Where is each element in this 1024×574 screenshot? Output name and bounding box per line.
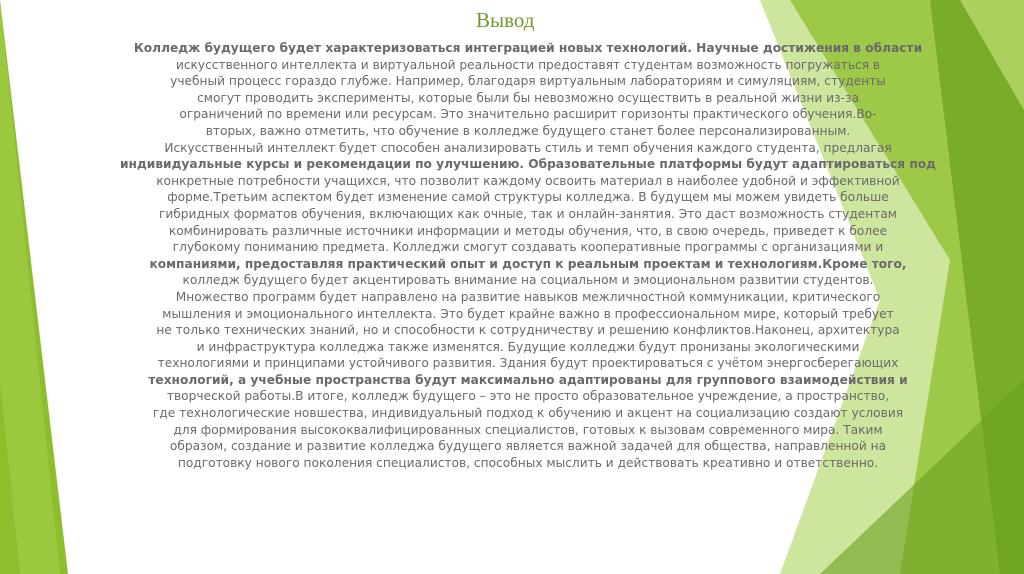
text-line: смогут проводить эксперименты, которые были бы невозможно осуществить в реальной жизни из-за (197, 90, 859, 105)
text-line: где технологические новшества, индивидуальный подход к обучению и акцент на социализацию создают условия (152, 406, 904, 421)
text-line: Искусственный интеллект будет способен анализировать стиль и темп обучения каждого студента, предлагая (164, 140, 892, 155)
text-line: искусственного интеллекта и виртуальной реальности предоставят студентам возможность погружаться в (175, 57, 881, 72)
body-text (56, 40, 1000, 471)
text-line: и инфраструктура колледжа также изменятся. Будущие колледжи будут пронизаны экологическими (196, 339, 860, 354)
text-line: индивидуальные курсы и рекомендации по улучшению. Образовательные платформы будут адаптироваться под (120, 157, 936, 172)
text-line: творческой работы.В итоге, колледж будущего – это не просто образовательное учреждение, а пространство, (166, 389, 890, 404)
text-line: технологий, а учебные пространства будут максимально адаптированы для группового взаимодействия и (148, 372, 908, 387)
text-line: комбинировать различные источники информации и методы обучения, что, в свою очередь, приведет к более (168, 223, 888, 238)
text-line: ограничений по времени или ресурсам. Это значительно расширит горизонты практического обучения.Во- (179, 107, 877, 122)
text-line: Множество программ будет направлено на развитие навыков межличностной коммуникации, критического (175, 289, 881, 304)
text-line: компаниями, предоставляя практический опыт и доступ к реальным проектам и технологиям.Кроме того, (149, 256, 907, 271)
text-line: образом, создание и развитие колледжа будущего является важной задачей для общества, направленной на (169, 439, 887, 454)
text-line: для формирования высококвалифицированных специалистов, готовых к вызовам современного мира. Таким (173, 422, 883, 437)
text-line: колледж будущего будет акцентировать внимание на социальном и эмоциональном развитии студентов. (182, 273, 874, 288)
text-line: конкретные потребности учащихся, что позволит каждому освоить материал в наиболее удобной и эффективной (156, 173, 900, 188)
text-line: не только технических знаний, но и способности к сотрудничеству и решению конфликтов.Наконец, архитектура (156, 323, 900, 338)
text-line: глубокому пониманию предмета. Колледжи смогут создавать кооперативные программы с организациями и (172, 240, 884, 255)
text-line: вторых, важно отметить, что обучение в колледже будущего станет более персонализированным. (205, 123, 851, 138)
text-line: Колледж будущего будет характеризоваться интеграцией новых технологий. Научные достижения в области (133, 41, 923, 55)
text-line: гибридных форматов обучения, включающих как очные, так и онлайн-занятия. Это даст возможность студентам (158, 206, 898, 221)
text-line: мышления и эмоционального интеллекта. Это будет крайне важно в профессиональном мире, который требует (162, 306, 894, 321)
text-line: форме.Третьим аспектом будет изменение самой структуры колледжа. В будущем мы можем увидеть больше (167, 190, 889, 205)
slide-title: Вывод (476, 8, 535, 32)
text-line: технологиями и принципами устойчивого развития. Здания будут проектироваться с учётом энергосберегающих (157, 356, 899, 371)
text-line: подготовку нового поколения специалистов, способных мыслить и действовать креативно и ответственно. (177, 455, 879, 470)
text-line: учебный процесс гораздо глубже. Например, благодаря виртуальным лабораториям и симуляциям, студенты (170, 74, 886, 89)
